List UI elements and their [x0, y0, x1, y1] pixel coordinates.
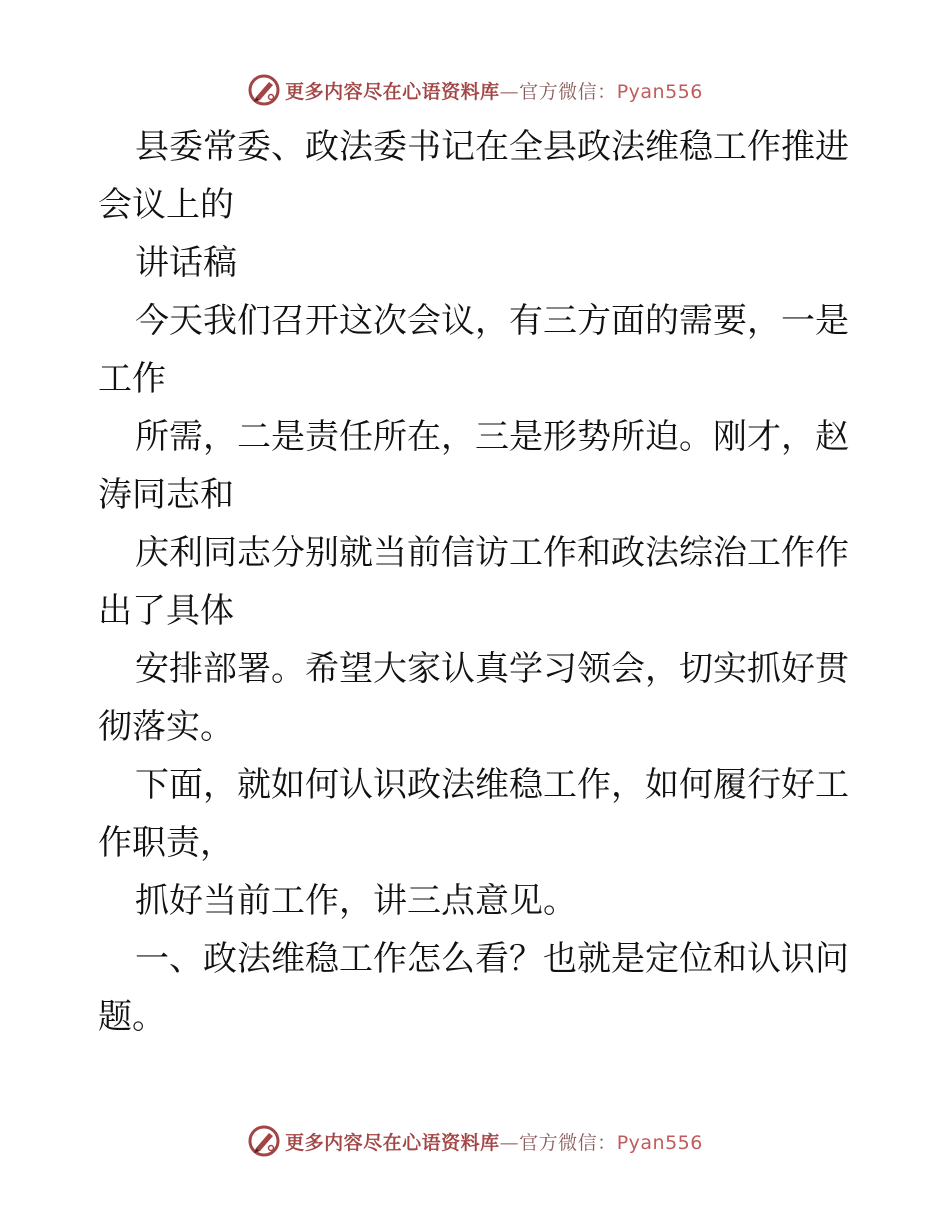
watermark-text — [285, 77, 703, 104]
watermark-dash: — — [499, 80, 520, 103]
watermark-title: 更多内容尽在心语资料库 — [285, 1131, 500, 1154]
watermark-title: 更多内容尽在心语资料库 — [285, 80, 500, 103]
doc-line: 庆利同志分别就当前信访工作和政法综治工作作 — [135, 533, 849, 573]
document-body — [98, 118, 856, 1046]
doc-line: 抓好当前工作，讲三点意见。 — [135, 881, 577, 921]
doc-line: 工作 — [98, 359, 166, 399]
doc-line: 今天我们召开这次会议，有三方面的需要，一是 — [135, 301, 849, 341]
doc-line: 安排部署。希望大家认真学习领会，切实抓好贯 — [135, 649, 849, 689]
watermark-official-label: 官方微信： — [519, 1131, 617, 1154]
doc-line: 县委常委、政法委书记在全县政法维稳工作推进 — [135, 127, 849, 167]
watermark-wechat-id: Pyan556 — [616, 80, 703, 103]
doc-line: 会议上的 — [98, 185, 234, 225]
pen-logo-icon — [247, 1124, 281, 1158]
doc-line: 涛同志和 — [98, 475, 234, 515]
doc-line: 题。 — [98, 997, 166, 1037]
footer-watermark — [0, 1121, 950, 1161]
watermark-wechat-id: Pyan556 — [616, 1131, 703, 1154]
watermark-text — [285, 1128, 703, 1155]
header-watermark — [0, 70, 950, 110]
doc-line: 下面，就如何认识政法维稳工作，如何履行好工 — [135, 765, 849, 805]
doc-line: 一、政法维稳工作怎么看？也就是定位和认识问 — [135, 939, 849, 979]
watermark-dash: — — [499, 1131, 520, 1154]
doc-line: 所需，二是责任所在，三是形势所迫。刚才，赵 — [135, 417, 849, 457]
doc-line: 出了具体 — [98, 591, 234, 631]
doc-line: 讲话稿 — [135, 243, 237, 283]
doc-line: 作职责， — [98, 823, 234, 863]
doc-line: 彻落实。 — [98, 707, 234, 747]
watermark-official-label: 官方微信： — [519, 80, 617, 103]
pen-logo-icon — [247, 73, 281, 107]
